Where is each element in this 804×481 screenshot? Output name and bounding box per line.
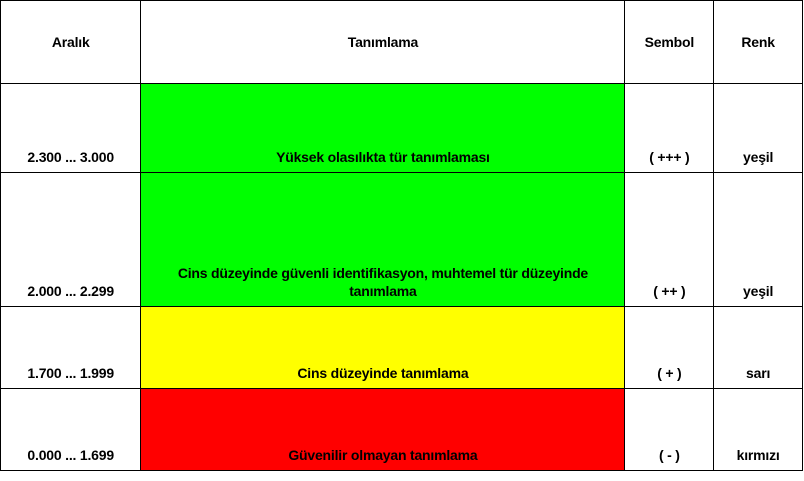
- range-cell: 0.000 ... 1.699: [1, 389, 141, 471]
- range-cell: 2.000 ... 2.299: [1, 173, 141, 307]
- symbol-cell: ( - ): [625, 389, 714, 471]
- symbol-cell: ( ++ ): [625, 173, 714, 307]
- header-color: Renk: [714, 1, 803, 84]
- range-cell: 1.700 ... 1.999: [1, 307, 141, 389]
- color-cell: sarı: [714, 307, 803, 389]
- description-cell: Yüksek olasılıkta tür tanımlaması: [141, 84, 625, 173]
- table-row: [1, 307, 803, 389]
- header-symbol: Sembol: [625, 1, 714, 84]
- symbol-cell: ( + ): [625, 307, 714, 389]
- description-cell: Güvenilir olmayan tanımlama: [141, 389, 625, 471]
- color-cell: kırmızı: [714, 389, 803, 471]
- table-row: [1, 389, 803, 471]
- table-row: [1, 173, 803, 307]
- description-cell: Cins düzeyinde tanımlama: [141, 307, 625, 389]
- symbol-cell: ( +++ ): [625, 84, 714, 173]
- color-cell: yeşil: [714, 84, 803, 173]
- color-cell: yeşil: [714, 173, 803, 307]
- header-row: [1, 1, 803, 84]
- description-cell: Cins düzeyinde güvenli identifikasyon, muhtemel tür düzeyinde tanımlama: [141, 173, 625, 307]
- header-range: Aralık: [1, 1, 141, 84]
- range-cell: 2.300 ... 3.000: [1, 84, 141, 173]
- table-row: [1, 84, 803, 173]
- header-description: Tanımlama: [141, 1, 625, 84]
